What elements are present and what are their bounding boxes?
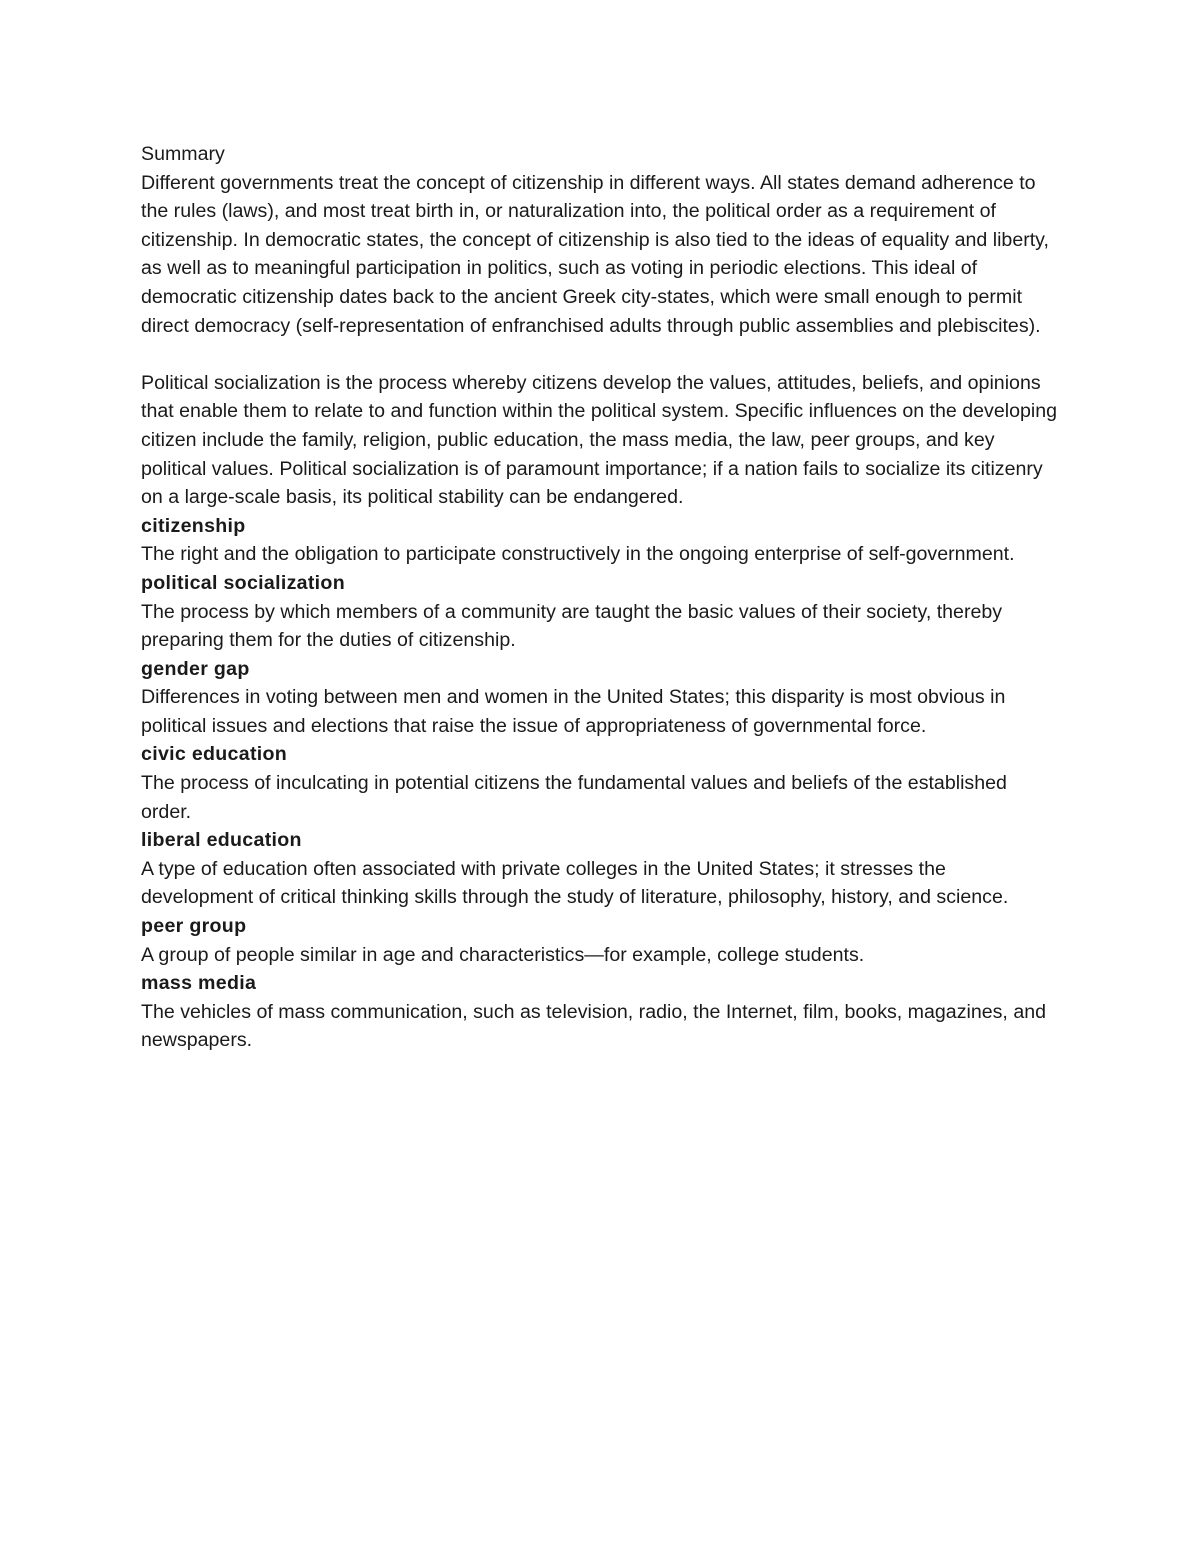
glossary-term: peer group: [141, 915, 247, 938]
glossary-entry-liberal-education: [141, 826, 1061, 912]
summary-paragraph-socialization: Political socialization is the process whereby citizens develop the values, attitudes, beliefs, and opinions that enable them to relate to and function within the political system. Specific influences on the developing citizen include the family, religion, public education, the mass media, the law, peer groups, and key political values. Political socialization is of paramount importance; if a nation fails to socialize its citizenry on a large-scale basis, its political stability can be endangered.: [141, 371, 1058, 509]
glossary-entry-citizenship: [141, 512, 1061, 569]
summary-paragraph-citizenship: Different governments treat the concept of citizenship in different ways. All states demand adherence to the rules (laws), and most treat birth in, or naturalization into, the political order as a requirement of citizenship. In democratic states, the concept of citizenship is also tied to the ideas of equality and liberty, as well as to meaningful participation in politics, such as voting in periodic elections. This ideal of democratic citizenship dates back to the ancient Greek city-states, which were small enough to permit direct democracy (self-representation of enfranchised adults through public assemblies and plebiscites).: [141, 171, 1049, 337]
glossary-entry-gender-gap: [141, 655, 1061, 741]
glossary-term: liberal education: [141, 829, 302, 852]
glossary-definition: Differences in voting between men and women in the United States; this disparity is most obvious in political issues and elections that raise the issue of appropriateness of governmental force.: [141, 686, 1006, 737]
glossary-term: civic education: [141, 743, 288, 766]
summary-heading: Summary: [141, 143, 225, 165]
glossary-definition: A group of people similar in age and characteristics—for example, college students.: [141, 943, 865, 966]
glossary-term: mass media: [141, 972, 257, 995]
glossary-term: citizenship: [141, 514, 246, 537]
glossary-entry-civic-education: [141, 740, 1061, 826]
glossary-definition: A type of education often associated with private colleges in the United States; it stresses the development of critical thinking skills through the study of literature, philosophy, history, and science.: [141, 857, 1009, 909]
glossary-entry-mass-media: [141, 969, 1061, 1055]
glossary-entry-peer-group: [141, 912, 1061, 969]
paragraph-spacer: [141, 340, 1061, 369]
glossary-list: [141, 512, 1061, 1055]
glossary-definition: The right and the obligation to participate constructively in the ongoing enterprise of self-government.: [141, 543, 1015, 566]
glossary-term: gender gap: [141, 657, 250, 680]
document-body: [141, 140, 1061, 1055]
glossary-definition: The process of inculcating in potential citizens the fundamental values and beliefs of the established order.: [141, 772, 1007, 823]
glossary-term: political socialization: [141, 571, 345, 594]
glossary-definition: The process by which members of a community are taught the basic values of their society, thereby preparing them for the duties of citizenship.: [141, 600, 1003, 652]
glossary-definition: The vehicles of mass communication, such as television, radio, the Internet, film, books, magazines, and newspapers.: [141, 1000, 1047, 1052]
glossary-entry-political-socialization: [141, 569, 1061, 655]
